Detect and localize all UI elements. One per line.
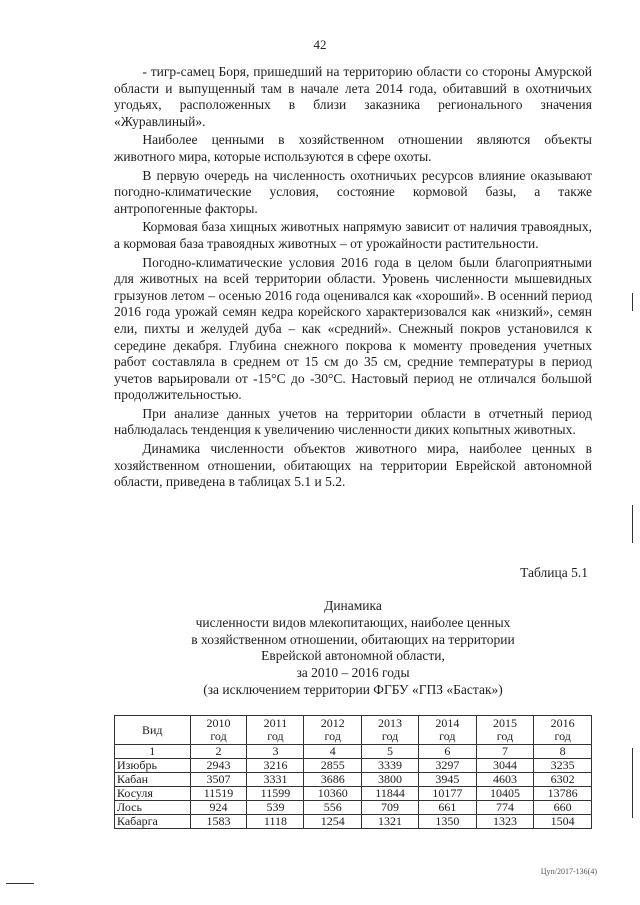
count-cell: 1321 xyxy=(362,815,419,829)
scan-margin-mark xyxy=(632,293,633,311)
count-cell: 3044 xyxy=(476,759,534,773)
count-cell: 1323 xyxy=(476,815,534,829)
column-number-cell: 2 xyxy=(190,745,247,759)
species-cell: Кабарга xyxy=(115,815,191,829)
scan-margin-mark xyxy=(6,883,34,884)
count-cell: 3800 xyxy=(362,773,419,787)
header-cell-year: 2014 год xyxy=(419,716,477,745)
column-number-cell: 5 xyxy=(362,745,419,759)
column-number-row xyxy=(115,745,592,759)
count-cell: 11599 xyxy=(247,787,304,801)
scan-margin-mark xyxy=(632,748,633,818)
header-cell-year: 2016 год xyxy=(534,716,592,745)
caption-line: Динамика xyxy=(324,598,382,613)
header-cell-year: 2010 год xyxy=(190,716,247,745)
count-cell: 11519 xyxy=(190,787,247,801)
count-cell: 539 xyxy=(247,801,304,815)
count-cell: 1504 xyxy=(534,815,592,829)
caption-line: (за исключением территории ФГБУ «ГПЗ «Бастак») xyxy=(203,681,503,697)
table-row xyxy=(115,787,592,801)
count-cell: 1583 xyxy=(190,815,247,829)
paragraph: В первую очередь на численность охотничьих ресурсов влияние оказывают погодно-климатические условия, состояние кормовой базы, а также антропогенные факторы. xyxy=(114,167,592,216)
count-cell: 10405 xyxy=(476,787,534,801)
count-cell: 3945 xyxy=(419,773,477,787)
caption-line: Еврейской автономной области, xyxy=(261,648,445,664)
count-cell: 3331 xyxy=(247,773,304,787)
table-row xyxy=(115,773,592,787)
table-row xyxy=(115,759,592,773)
species-cell: Изюбрь xyxy=(115,759,191,773)
count-cell: 3297 xyxy=(419,759,477,773)
column-number-cell: 1 xyxy=(115,745,191,759)
header-cell-year: 2015 год xyxy=(476,716,534,745)
count-cell: 1350 xyxy=(419,815,477,829)
body-text xyxy=(114,64,592,493)
count-cell: 709 xyxy=(362,801,419,815)
paragraph: Погодно-климатические условия 2016 года в целом были благоприятными для животных на всей территории области. Уровень численности мышевидных грызунов летом – осенью 2016 года оценивался как «хороший». В осенний период 2016 года урожай семян кедра корейского характеризовался как «низкий», семян ели, пихты и желудей дуба – как «средний». Снежный покров установился к середине декабря. Глубина снежного покрова к моменту проведения учетных работ составляла в среднем от 15 см до 35 см, средние температуры в период учетов варьировали от -15°С до -30°С. Настовый период не отличался большой продолжительностью. xyxy=(114,254,592,403)
column-number-cell: 3 xyxy=(247,745,304,759)
column-number-cell: 6 xyxy=(419,745,477,759)
paragraph: Динамика численности объектов животного мира, наиболее ценных в хозяйственном отношении, обитающих на территории Еврейской автономной области, приведена в таблицах 5.1 и 5.2. xyxy=(114,441,592,490)
count-cell: 774 xyxy=(476,801,534,815)
species-cell: Косуля xyxy=(115,787,191,801)
table-row xyxy=(115,801,592,815)
count-cell: 661 xyxy=(419,801,477,815)
table-body xyxy=(115,745,592,829)
header-cell-year: 2011 год xyxy=(247,716,304,745)
column-number-cell: 8 xyxy=(534,745,592,759)
caption-line: за 2010 – 2016 годы xyxy=(296,665,410,681)
count-cell: 10177 xyxy=(419,787,477,801)
header-cell-year: 2012 год xyxy=(304,716,362,745)
count-cell: 10360 xyxy=(304,787,362,801)
count-cell: 6302 xyxy=(534,773,592,787)
population-table xyxy=(114,715,592,829)
table-label: Таблица 5.1 xyxy=(520,565,588,580)
count-cell: 556 xyxy=(304,801,362,815)
paragraph: - тигр-самец Боря, пришедший на территорию области со стороны Амурской области и выпущенный там в начале лета 2014 года, обитавший в охотничьих угодьях, расположенных в близи заказника регионального значения «Журавлиный». xyxy=(114,64,592,129)
caption-line: в хозяйственном отношении, обитающих на территории xyxy=(191,631,515,647)
table-header-row xyxy=(115,716,592,745)
page-number: 42 xyxy=(313,37,327,52)
header-cell-year: 2013 год xyxy=(362,716,419,745)
scan-margin-mark xyxy=(632,505,633,543)
table-row xyxy=(115,815,592,829)
header-cell-species: Вид xyxy=(115,716,191,745)
footer-code: Цуп/2017-136(4) xyxy=(540,867,597,876)
count-cell: 3507 xyxy=(190,773,247,787)
count-cell: 1254 xyxy=(304,815,362,829)
count-cell: 3235 xyxy=(534,759,592,773)
species-cell: Кабан xyxy=(115,773,191,787)
count-cell: 3216 xyxy=(247,759,304,773)
paragraph: Кормовая база хищных животных напрямую зависит от наличия травоядных, а кормовая база травоядных животных – от урожайности растительности. xyxy=(114,219,592,251)
paragraph: При анализе данных учетов на территории области в отчетный период наблюдалась тенденция к увеличению численности диких копытных животных. xyxy=(114,405,592,438)
species-cell: Лось xyxy=(115,801,191,815)
column-number-cell: 4 xyxy=(304,745,362,759)
count-cell: 13786 xyxy=(534,787,592,801)
count-cell: 2855 xyxy=(304,759,362,773)
count-cell: 2943 xyxy=(190,759,247,773)
column-number-cell: 7 xyxy=(476,745,534,759)
table-caption xyxy=(114,598,592,699)
count-cell: 1118 xyxy=(247,815,304,829)
count-cell: 3339 xyxy=(362,759,419,773)
count-cell: 660 xyxy=(534,801,592,815)
count-cell: 924 xyxy=(190,801,247,815)
caption-line: численности видов млекопитающих, наиболее ценных xyxy=(195,614,511,630)
paragraph: Наиболее ценными в хозяйственном отношении являются объекты животного мира, которые используются в сфере охоты. xyxy=(114,132,592,164)
count-cell: 3686 xyxy=(304,773,362,787)
count-cell: 4603 xyxy=(476,773,534,787)
count-cell: 11844 xyxy=(362,787,419,801)
